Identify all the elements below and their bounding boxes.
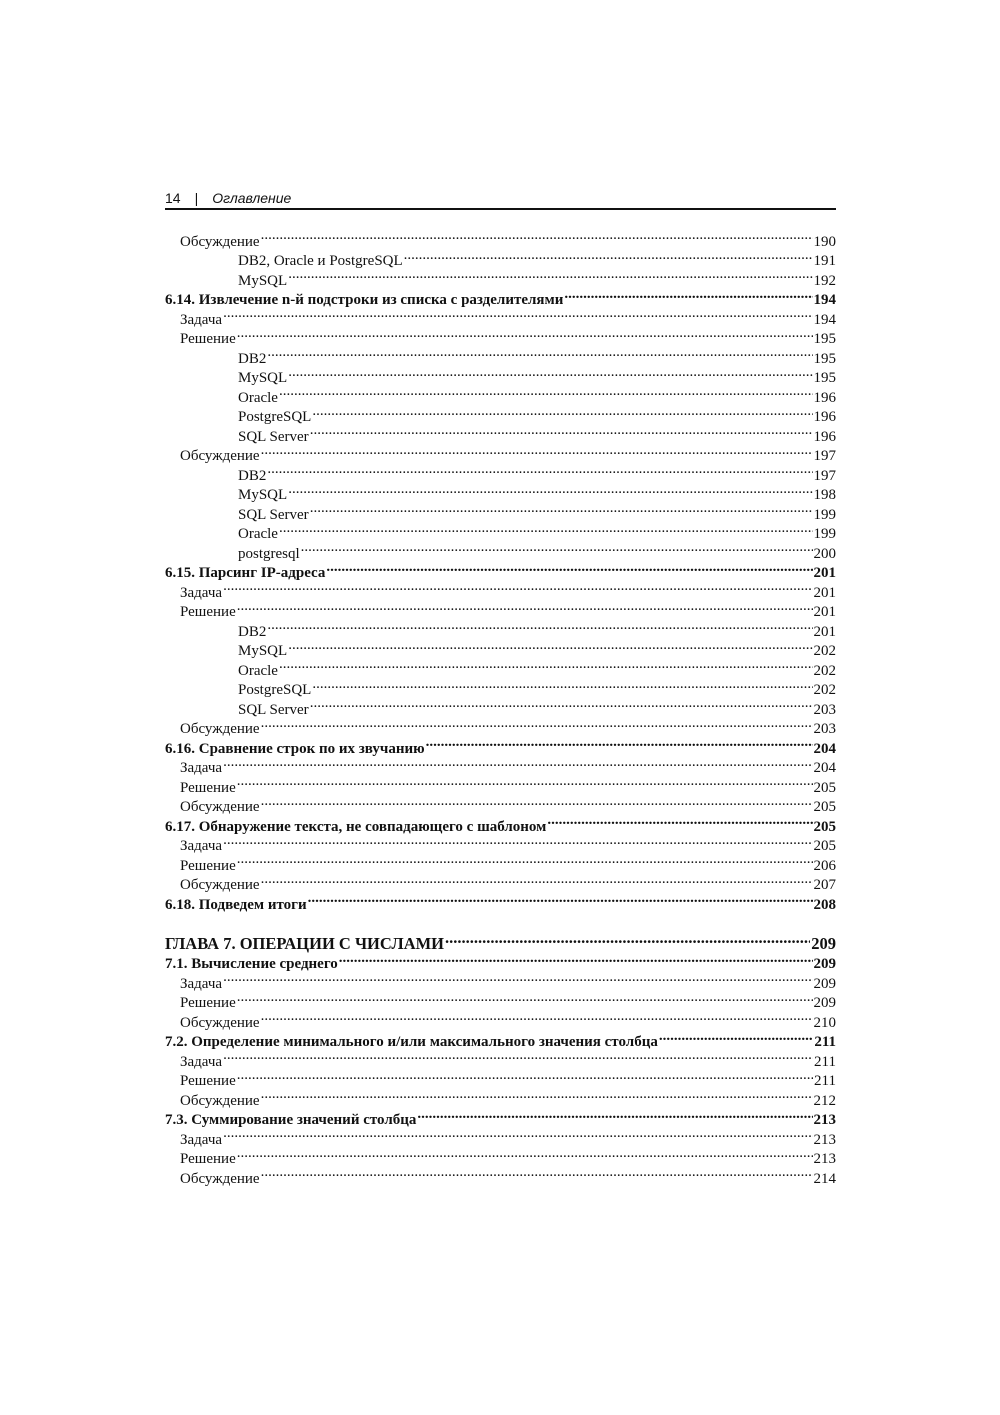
toc-entry-label: PostgreSQL xyxy=(238,682,312,698)
toc-subsection-entry[interactable] xyxy=(165,850,836,874)
toc-entry-page: 197 xyxy=(813,467,836,484)
dot-leader xyxy=(659,1027,813,1047)
toc-entry-page: 205 xyxy=(813,799,836,815)
dot-leader xyxy=(312,675,812,695)
toc-section-entry[interactable] xyxy=(165,733,836,757)
dot-leader xyxy=(261,226,813,246)
toc-entry-label: postgresql xyxy=(238,545,300,562)
toc-entry-label: Задача xyxy=(180,1053,223,1070)
toc-entry-page: 214 xyxy=(813,1170,836,1187)
dot-leader xyxy=(547,811,812,831)
toc-subsection-entry[interactable] xyxy=(165,870,836,893)
toc-entry-page: 205 xyxy=(813,838,836,854)
toc-entry-label: 6.18. Подведем итоги xyxy=(165,896,307,913)
dot-leader xyxy=(237,1066,813,1086)
dot-leader xyxy=(279,519,813,539)
toc-entry-label: ГЛАВА 7. ОПЕРАЦИИ С ЧИСЛАМИ xyxy=(165,933,445,953)
toc-entry-page: 195 xyxy=(813,350,836,367)
toc-subsection-entry[interactable] xyxy=(165,772,836,796)
toc-entry-label: Oracle xyxy=(238,662,278,679)
toc-entry-page: 206 xyxy=(813,857,836,874)
toc-entry-label: MySQL xyxy=(238,487,288,503)
toc-entry-label: Обсуждение xyxy=(180,448,260,464)
dot-leader xyxy=(237,597,813,617)
dot-leader xyxy=(445,927,810,949)
toc-entry-page: 196 xyxy=(813,428,836,445)
toc-entry-page: 210 xyxy=(813,1014,836,1031)
toc-entry-page: 196 xyxy=(813,389,836,406)
dot-leader xyxy=(312,402,812,422)
toc-entry-label: Oracle xyxy=(238,389,278,406)
toc-entry-label: 6.17. Обнаружение текста, не совпадающего с шаблоном xyxy=(165,818,547,835)
toc-section-entry[interactable] xyxy=(165,1027,836,1050)
toc-entry-page: 213 xyxy=(813,1112,836,1128)
toc-entry-label: PostgreSQL xyxy=(238,409,312,425)
dot-leader xyxy=(326,558,812,578)
toc-entry-page: 208 xyxy=(813,896,836,913)
toc-entry-page: 201 xyxy=(813,623,836,640)
toc-subsection-entry[interactable] xyxy=(165,831,836,854)
toc-entry-page: 213 xyxy=(813,1151,836,1167)
toc-subsection-entry[interactable] xyxy=(165,597,836,620)
toc-entry-label: Решение xyxy=(180,857,236,874)
toc-section-entry[interactable] xyxy=(165,811,836,835)
toc-subsection-entry[interactable] xyxy=(165,226,836,250)
dot-leader xyxy=(404,246,813,266)
toc-subsection-entry[interactable] xyxy=(165,324,836,347)
toc-entry-page: 204 xyxy=(813,760,836,776)
toc-entry-label: 7.2. Определение минимального и/или максимального значения столбца xyxy=(165,1034,658,1050)
toc-entry-page: 201 xyxy=(813,584,836,601)
toc-entry-page: 211 xyxy=(814,1034,836,1050)
toc-entry-page: 203 xyxy=(813,701,836,718)
dot-leader xyxy=(308,889,813,909)
dot-leader xyxy=(223,1124,812,1144)
toc-entry-page: 202 xyxy=(813,682,836,698)
toc-entry-page: 201 xyxy=(813,604,836,620)
dot-leader xyxy=(267,343,812,363)
toc-entry-label: Задача xyxy=(180,975,223,992)
dot-leader xyxy=(261,714,813,734)
toc-entry-page: 200 xyxy=(813,545,836,562)
toc-subsection-entry[interactable] xyxy=(165,1007,836,1031)
toc-entry-label: MySQL xyxy=(238,272,288,289)
toc-section-entry[interactable] xyxy=(165,889,836,913)
toc-subsection-entry[interactable] xyxy=(165,714,836,737)
dot-leader xyxy=(237,772,813,792)
dot-leader xyxy=(261,1007,813,1027)
toc-subsubsection-entry[interactable] xyxy=(165,460,836,484)
toc-entry-label: Задача xyxy=(180,760,223,776)
toc-entry-label: DB2 xyxy=(238,623,267,640)
dot-leader xyxy=(261,1085,813,1105)
toc-entry-page: 199 xyxy=(813,526,836,542)
toc-entry-page: 194 xyxy=(813,292,836,308)
toc-entry-label: Обсуждение xyxy=(180,799,260,815)
dot-leader xyxy=(237,850,813,870)
table-of-contents xyxy=(165,226,836,1187)
toc-entry-label: DB2 xyxy=(238,350,267,367)
dot-leader xyxy=(279,655,813,675)
dot-leader xyxy=(288,363,812,383)
dot-leader xyxy=(310,499,813,519)
toc-entry-label: Решение xyxy=(180,1073,236,1089)
dot-leader xyxy=(223,831,812,851)
toc-entry-label: SQL Server xyxy=(238,701,309,718)
toc-subsubsection-entry[interactable] xyxy=(165,343,836,367)
toc-subsection-entry[interactable] xyxy=(165,1066,836,1089)
toc-entry-page: 212 xyxy=(813,1092,836,1109)
toc-entry-page: 211 xyxy=(814,1053,836,1070)
dot-leader xyxy=(564,285,812,305)
toc-section-entry[interactable] xyxy=(165,1105,836,1128)
toc-subsection-entry[interactable] xyxy=(165,1124,836,1148)
toc-entry-page: 209 xyxy=(813,995,836,1011)
dot-leader xyxy=(223,968,812,988)
toc-entry-page: 207 xyxy=(813,877,836,893)
toc-entry-label: SQL Server xyxy=(238,428,309,445)
toc-subsection-entry[interactable] xyxy=(165,577,836,601)
toc-chapter-entry[interactable] xyxy=(165,927,836,953)
toc-entry-label: Задача xyxy=(180,1131,223,1148)
toc-entry-page: 202 xyxy=(813,662,836,679)
toc-entry-label: Решение xyxy=(180,1151,236,1167)
toc-subsection-entry[interactable] xyxy=(165,1163,836,1187)
page-header xyxy=(165,186,836,210)
toc-entry-label: Решение xyxy=(180,995,236,1011)
toc-subsection-entry[interactable] xyxy=(165,1085,836,1109)
toc-entry-label: SQL Server xyxy=(238,506,309,523)
dot-leader xyxy=(261,441,813,461)
toc-entry-page: 197 xyxy=(813,448,836,464)
toc-subsection-entry[interactable] xyxy=(165,1046,836,1070)
toc-entry-label: Задача xyxy=(180,311,223,328)
toc-entry-label: 6.14. Извлечение n-й подстроки из списка с разделителями xyxy=(165,292,564,308)
toc-entry-label: Задача xyxy=(180,584,223,601)
dot-leader xyxy=(237,1144,813,1164)
toc-entry-page: 209 xyxy=(811,933,836,953)
toc-subsubsection-entry[interactable] xyxy=(165,616,836,640)
toc-entry-label: Обсуждение xyxy=(180,1170,260,1187)
toc-entry-label: Решение xyxy=(180,779,236,796)
toc-entry-page: 190 xyxy=(813,233,836,250)
toc-entry-label: MySQL xyxy=(238,370,288,386)
dot-leader xyxy=(261,792,813,812)
toc-entry-label: Решение xyxy=(180,331,236,347)
toc-entry-label: Обсуждение xyxy=(180,1014,260,1031)
dot-leader xyxy=(237,988,813,1008)
header-separator: | xyxy=(194,190,199,206)
toc-subsubsection-entry[interactable] xyxy=(165,246,836,269)
dot-leader xyxy=(310,421,813,441)
toc-subsection-entry[interactable] xyxy=(165,304,836,328)
dot-leader xyxy=(261,1163,813,1183)
toc-entry-label: 7.1. Вычисление среднего xyxy=(165,956,338,972)
toc-entry-page: 204 xyxy=(813,740,836,757)
dot-leader xyxy=(417,1105,812,1125)
toc-entry-page: 192 xyxy=(813,272,836,289)
dot-leader xyxy=(288,480,812,500)
dot-leader xyxy=(279,382,813,402)
toc-entry-page: 213 xyxy=(813,1131,836,1148)
toc-entry-page: 203 xyxy=(813,721,836,737)
toc-entry-page: 205 xyxy=(813,818,836,835)
dot-leader xyxy=(237,324,813,344)
dot-leader xyxy=(223,753,812,773)
toc-entry-page: 199 xyxy=(813,506,836,523)
dot-leader xyxy=(223,577,812,597)
dot-leader xyxy=(426,733,813,753)
toc-subsection-entry[interactable] xyxy=(165,441,836,464)
toc-entry-page: 198 xyxy=(813,487,836,503)
toc-subsection-entry[interactable] xyxy=(165,968,836,992)
toc-entry-label: Обсуждение xyxy=(180,721,260,737)
toc-entry-page: 209 xyxy=(813,956,836,972)
toc-subsection-entry[interactable] xyxy=(165,1144,836,1167)
toc-entry-page: 194 xyxy=(813,311,836,328)
toc-subsection-entry[interactable] xyxy=(165,988,836,1011)
dot-leader xyxy=(267,616,812,636)
toc-entry-label: Обсуждение xyxy=(180,877,260,893)
dot-leader xyxy=(267,460,812,480)
toc-entry-label: Обсуждение xyxy=(180,1092,260,1109)
toc-entry-label: 6.15. Парсинг IP-адреса xyxy=(165,565,326,581)
dot-leader xyxy=(301,538,813,558)
toc-entry-page: 205 xyxy=(813,779,836,796)
toc-entry-page: 209 xyxy=(813,975,836,992)
toc-entry-label: Задача xyxy=(180,838,223,854)
toc-entry-label: 7.3. Суммирование значений столбца xyxy=(165,1112,417,1128)
dot-leader xyxy=(339,949,813,969)
toc-entry-page: 211 xyxy=(814,1073,836,1089)
toc-entry-page: 195 xyxy=(813,331,836,347)
toc-entry-page: 201 xyxy=(813,565,836,581)
toc-subsection-entry[interactable] xyxy=(165,792,836,815)
toc-entry-page: 196 xyxy=(813,409,836,425)
dot-leader xyxy=(288,636,812,656)
dot-leader xyxy=(310,694,813,714)
toc-entry-page: 195 xyxy=(813,370,836,386)
toc-entry-page: 202 xyxy=(813,643,836,659)
running-title: Оглавление xyxy=(212,190,292,206)
dot-leader xyxy=(223,304,812,324)
toc-entry-label: Решение xyxy=(180,604,236,620)
dot-leader xyxy=(223,1046,813,1066)
toc-entry-label: DB2, Oracle и PostgreSQL xyxy=(238,253,403,269)
toc-entry-label: DB2 xyxy=(238,467,267,484)
toc-entry-label: Обсуждение xyxy=(180,233,260,250)
toc-entry-page: 191 xyxy=(813,253,836,269)
dot-leader xyxy=(288,265,812,285)
page-number: 14 xyxy=(165,190,181,206)
toc-entry-label: MySQL xyxy=(238,643,288,659)
dot-leader xyxy=(261,870,813,890)
toc-entry-label: Oracle xyxy=(238,526,278,542)
toc-entry-label: 6.16. Сравнение строк по их звучанию xyxy=(165,740,425,757)
toc-subsection-entry[interactable] xyxy=(165,753,836,776)
